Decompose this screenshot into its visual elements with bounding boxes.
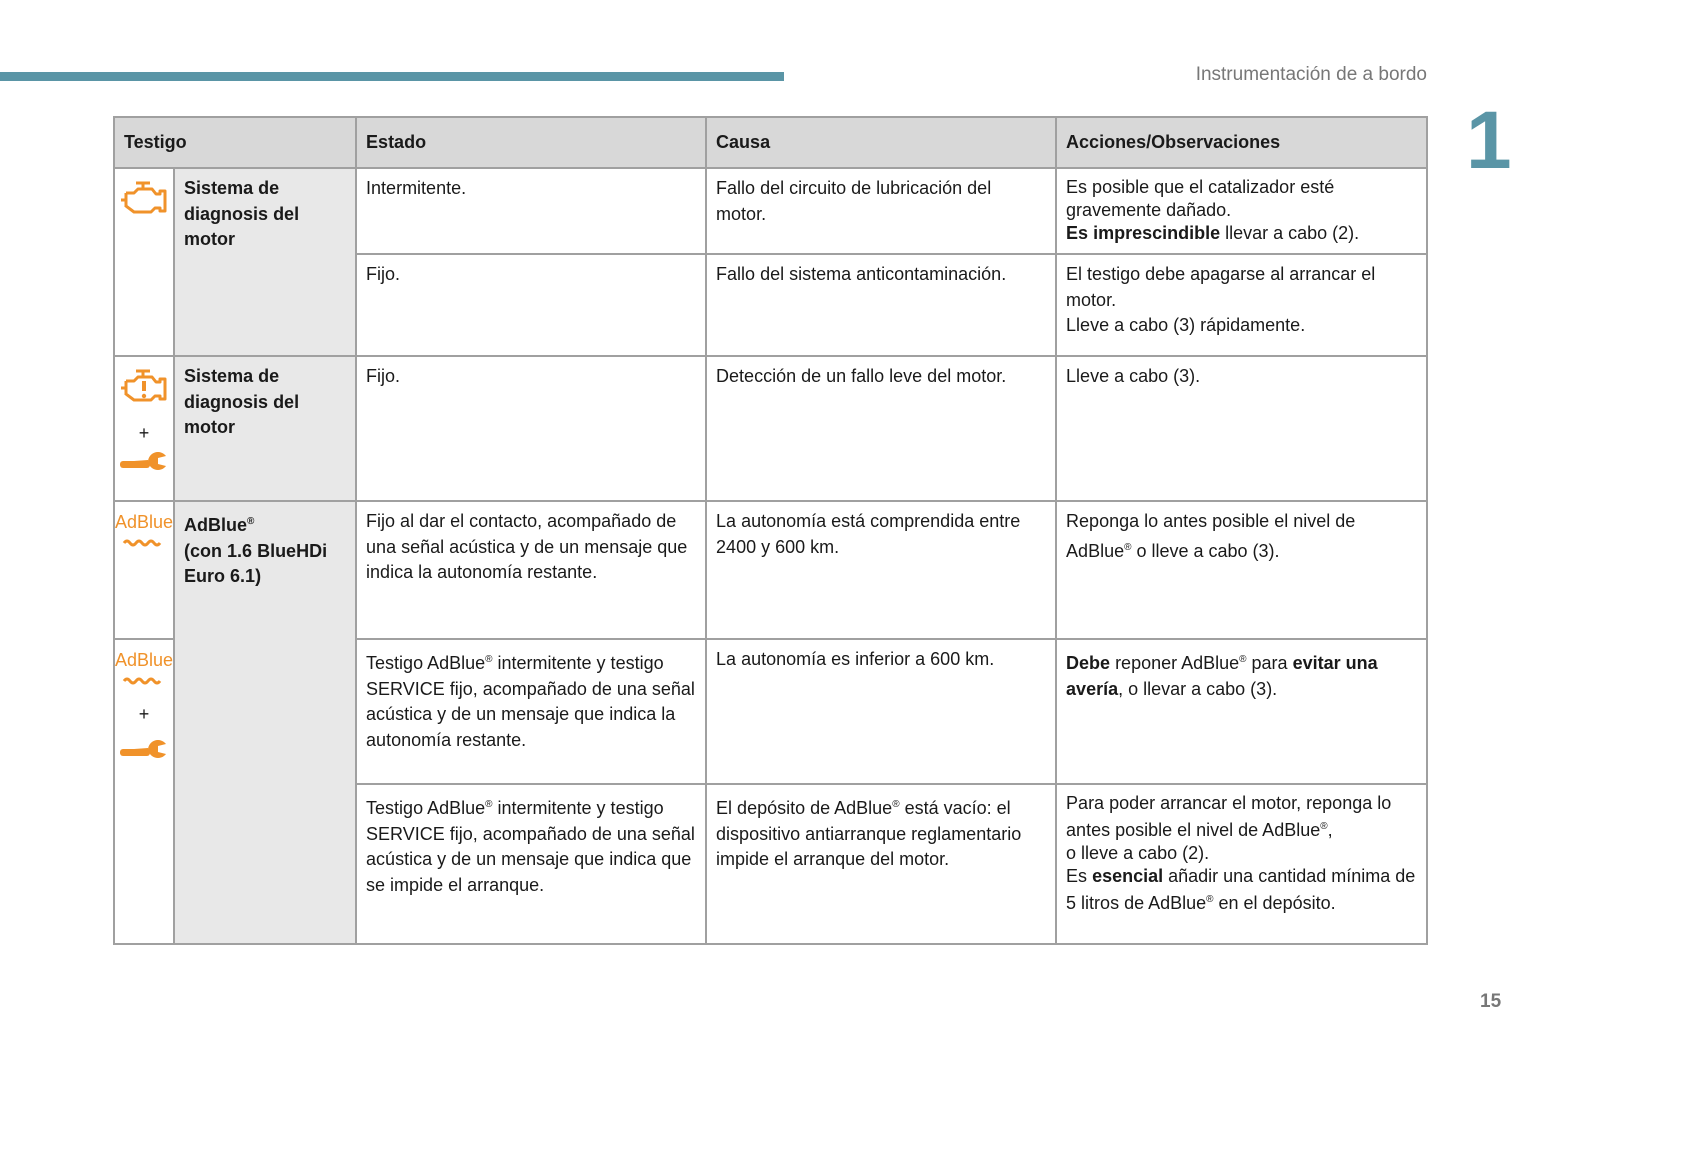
causa-cell: La autonomía es inferior a 600 km. xyxy=(706,639,1056,784)
table-row xyxy=(114,168,1427,254)
text: Es posible que el catalizador esté gravemente dañado. xyxy=(1066,177,1335,220)
causa-cell: Detección de un fallo leve del motor. xyxy=(706,356,1056,501)
text: Testigo AdBlue xyxy=(366,798,486,818)
causa-cell: La autonomía está comprendida entre 2400 y 600 km. xyxy=(706,501,1056,639)
col-acciones: Acciones/Observaciones xyxy=(1056,117,1427,168)
text: Reponga lo antes posible el nivel de AdBlue xyxy=(1066,511,1356,561)
icon-cell xyxy=(114,639,174,944)
bold-text: Debe xyxy=(1066,653,1111,673)
page-number: 15 xyxy=(1480,991,1502,1012)
estado-cell: Intermitente. xyxy=(356,168,706,254)
table-row xyxy=(114,501,1427,639)
header-bar xyxy=(0,72,784,81)
acciones-cell xyxy=(1056,254,1427,356)
wrench-icon xyxy=(118,740,170,764)
text: (con 1.6 BlueHDi Euro 6.1) xyxy=(184,540,328,586)
light-name: Sistema de diagnosis del motor xyxy=(174,168,356,356)
text: ® xyxy=(1239,654,1247,665)
chapter-number: 1 xyxy=(1466,110,1512,170)
section-title: Instrumentación de a bordo xyxy=(1195,64,1427,85)
adblue-label: AdBlue xyxy=(115,512,174,532)
text: Para poder arrancar el motor, reponga lo antes posible el nivel de AdBlue xyxy=(1066,793,1392,840)
icon-cell xyxy=(114,168,174,356)
acciones-cell xyxy=(1056,784,1427,944)
text: ® xyxy=(247,516,255,527)
warning-lights-table xyxy=(113,116,1428,945)
text: está vacío: el dispositivo antiarranque reglamentario impide el arranque del motor. xyxy=(716,798,1022,869)
col-causa: Causa xyxy=(706,117,1056,168)
icon-cell xyxy=(114,501,174,639)
wrench-icon xyxy=(118,452,170,476)
text: o lleve a cabo (2). xyxy=(1066,843,1210,863)
col-estado: Estado xyxy=(356,117,706,168)
text: Testigo AdBlue xyxy=(366,653,486,673)
text: intermitente y testigo SERVICE fijo, acompañado de una señal acústica y de un mensaje que indica la autonomía restante. xyxy=(366,653,695,750)
text: , xyxy=(1327,820,1333,840)
text: ® xyxy=(1206,894,1214,905)
text: AdBlue xyxy=(184,515,248,535)
text: Lleve a cabo (3) rápidamente. xyxy=(1066,315,1306,335)
adblue-label: AdBlue xyxy=(115,650,174,670)
text: Es xyxy=(1066,866,1093,886)
causa-cell xyxy=(706,784,1056,944)
text: , o llevar a cabo (3). xyxy=(1118,678,1278,699)
text: para xyxy=(1246,653,1293,673)
text: llevar a cabo (2). xyxy=(1220,223,1360,243)
text: ® xyxy=(1124,541,1132,553)
engine-warning-icon xyxy=(118,179,170,219)
estado-cell: Fijo al dar el contacto, acompañado de una señal acústica y de un mensaje que indica la autonomía restante. xyxy=(356,501,706,639)
adblue-icon xyxy=(115,512,173,552)
estado-cell xyxy=(356,639,706,784)
estado-cell: Fijo. xyxy=(356,254,706,356)
light-name: Sistema de diagnosis del motor xyxy=(174,356,356,501)
estado-cell: Fijo. xyxy=(356,356,706,501)
plus-sign: + xyxy=(138,422,150,443)
acciones-cell: Lleve a cabo (3). xyxy=(1056,356,1427,501)
text: intermitente y testigo SERVICE fijo, acompañado de una señal acústica y de un mensaje que indica que se impide el arranque. xyxy=(366,798,695,895)
text: El depósito de AdBlue xyxy=(716,798,893,818)
text: añadir una cantidad mínima de 5 litros de AdBlue xyxy=(1066,866,1416,913)
text: ® xyxy=(1320,821,1328,832)
causa-cell: Fallo del circuito de lubricación del motor. xyxy=(706,168,1056,254)
table-header xyxy=(114,117,1427,168)
text: reponer AdBlue xyxy=(1110,653,1240,673)
text: El testigo debe apagarse al arrancar el motor. xyxy=(1066,264,1376,310)
bold-text: Es imprescindible xyxy=(1066,223,1221,243)
text: o lleve a cabo (3). xyxy=(1131,540,1280,561)
col-testigo: Testigo xyxy=(114,117,356,168)
acciones-cell xyxy=(1056,639,1427,784)
text: ® xyxy=(485,654,493,665)
text: ® xyxy=(892,799,900,810)
estado-cell xyxy=(356,784,706,944)
bold-text: esencial xyxy=(1092,866,1164,886)
engine-alert-icon xyxy=(118,367,170,407)
light-name xyxy=(174,501,356,944)
adblue-icon xyxy=(115,650,173,690)
acciones-cell xyxy=(1056,501,1427,639)
causa-cell: Fallo del sistema anticontaminación. xyxy=(706,254,1056,356)
icon-cell xyxy=(114,356,174,501)
plus-sign: + xyxy=(138,704,150,724)
acciones-cell xyxy=(1056,168,1427,254)
text: en el depósito. xyxy=(1213,893,1336,913)
bold-text: evitar una avería xyxy=(1066,653,1378,699)
text: ® xyxy=(485,799,493,810)
table-row xyxy=(114,356,1427,501)
